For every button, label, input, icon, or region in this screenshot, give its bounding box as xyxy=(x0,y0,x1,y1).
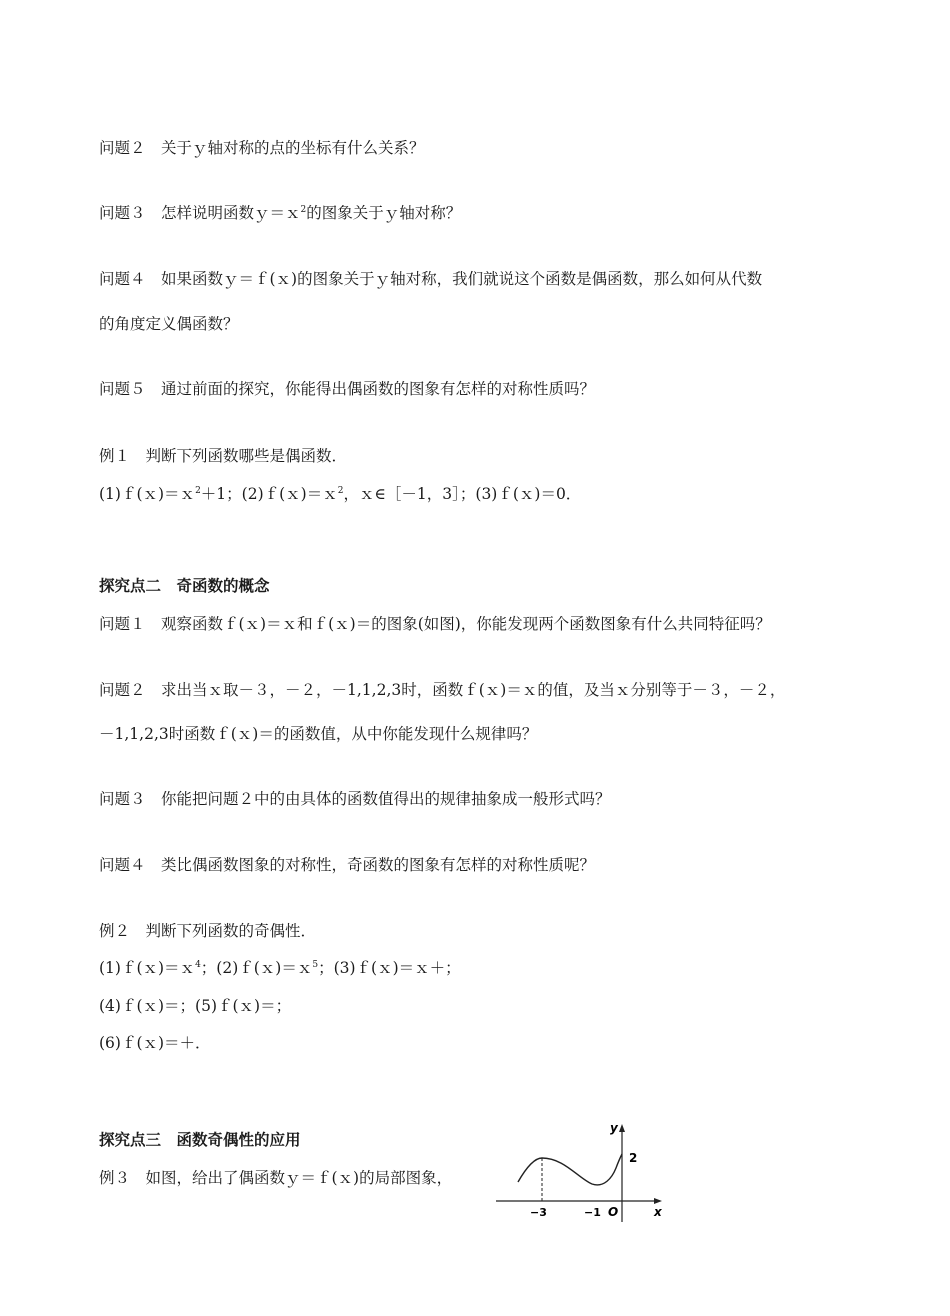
question-3-text-b: 的图象关于ｙ轴对称？ xyxy=(306,204,462,222)
superscript: 2 xyxy=(195,486,201,496)
example-2-line-3: (6)ｆ(ｘ)＝＋． xyxy=(99,1034,211,1052)
x-axis-arrow xyxy=(654,1198,662,1204)
even-function-graph xyxy=(492,1118,672,1226)
question-2: 问题２ 关于ｙ轴对称的点的坐标有什么关系？ xyxy=(99,139,425,157)
question-5: 问题５ 通过前面的探究，你能得出偶函数的图象有怎样的对称性质吗？ xyxy=(99,380,596,398)
example-1-text-a: (1)ｆ(ｘ)＝ｘ xyxy=(99,485,196,503)
example-2-text-c: ；(3)ｆ(ｘ)＝ｘ＋； xyxy=(318,959,461,977)
superscript: 2 xyxy=(300,205,307,215)
section-2-question-3: 问题３ 你能把问题２中的由具体的函数值得出的规律抽象成一般形式吗？ xyxy=(99,790,611,808)
section-heading-3: 探究点三 函数奇偶性的应用 xyxy=(99,1131,301,1149)
example-2-title: 例２ 判断下列函数的奇偶性． xyxy=(99,922,317,940)
superscript: 5 xyxy=(312,960,319,970)
example-2-line-1 xyxy=(99,958,461,978)
example-2-line-2: (4)ｆ(ｘ)＝；(5)ｆ(ｘ)＝； xyxy=(99,997,292,1015)
section-2-question-4: 问题４ 类比偶函数图象的对称性，奇函数的图象有怎样的对称性质呢？ xyxy=(99,856,596,874)
y-tick-label: 2 xyxy=(629,1151,638,1165)
y-axis-arrow xyxy=(619,1124,625,1132)
example-2-text-a: (1)ｆ(ｘ)＝ｘ xyxy=(99,959,196,977)
section-2-question-2-line-1: 问题２ 求出当ｘ取－３，－２，－1,1,2,3时，函数ｆ(ｘ)＝ｘ的值，及当ｘ分别等于－３，－２， xyxy=(99,681,786,699)
example-1-title: 例１ 判断下列函数哪些是偶函数． xyxy=(99,447,348,465)
example-1-text-c: ，ｘ∈［－1，3］；(3)ｆ(ｘ)＝0． xyxy=(343,485,582,503)
question-3 xyxy=(99,203,461,223)
y-axis-label: y xyxy=(610,1121,618,1135)
section-heading-2: 探究点二 奇函数的概念 xyxy=(99,577,270,595)
example-3: 例３ 如图，给出了偶函数ｙ＝ｆ(ｘ)的局部图象， xyxy=(99,1169,453,1187)
example-1-text-b: ＋1；(2)ｆ(ｘ)＝ｘ xyxy=(200,485,338,503)
x-axis-label: x xyxy=(654,1205,662,1219)
function-curve xyxy=(518,1154,622,1185)
origin-label: O xyxy=(608,1205,619,1219)
x-tick-label-neg1: −1 xyxy=(584,1206,601,1219)
section-2-question-1: 问题１ 观察函数ｆ(ｘ)＝ｘ和ｆ(ｘ)＝的图象(如图)，你能发现两个函数图象有什么共同特征吗？ xyxy=(99,615,771,633)
question-4-line-1: 问题４ 如果函数ｙ＝ｆ(ｘ)的图象关于ｙ轴对称，我们就说这个函数是偶函数，那么如何从代数 xyxy=(99,270,763,288)
x-tick-label-neg3: −3 xyxy=(530,1206,547,1219)
superscript: 2 xyxy=(337,486,344,496)
example-2-text-b: ；(2)ｆ(ｘ)＝ｘ xyxy=(200,959,313,977)
section-2-question-2-line-2: －1,1,2,3时函数ｆ(ｘ)＝的函数值，从中你能发现什么规律吗？ xyxy=(99,725,538,743)
question-3-text-a: 问题３ 怎样说明函数ｙ＝ｘ xyxy=(99,204,301,222)
example-1-items xyxy=(99,484,581,504)
question-4-line-2: 的角度定义偶函数？ xyxy=(99,315,239,333)
superscript: 4 xyxy=(195,960,201,970)
